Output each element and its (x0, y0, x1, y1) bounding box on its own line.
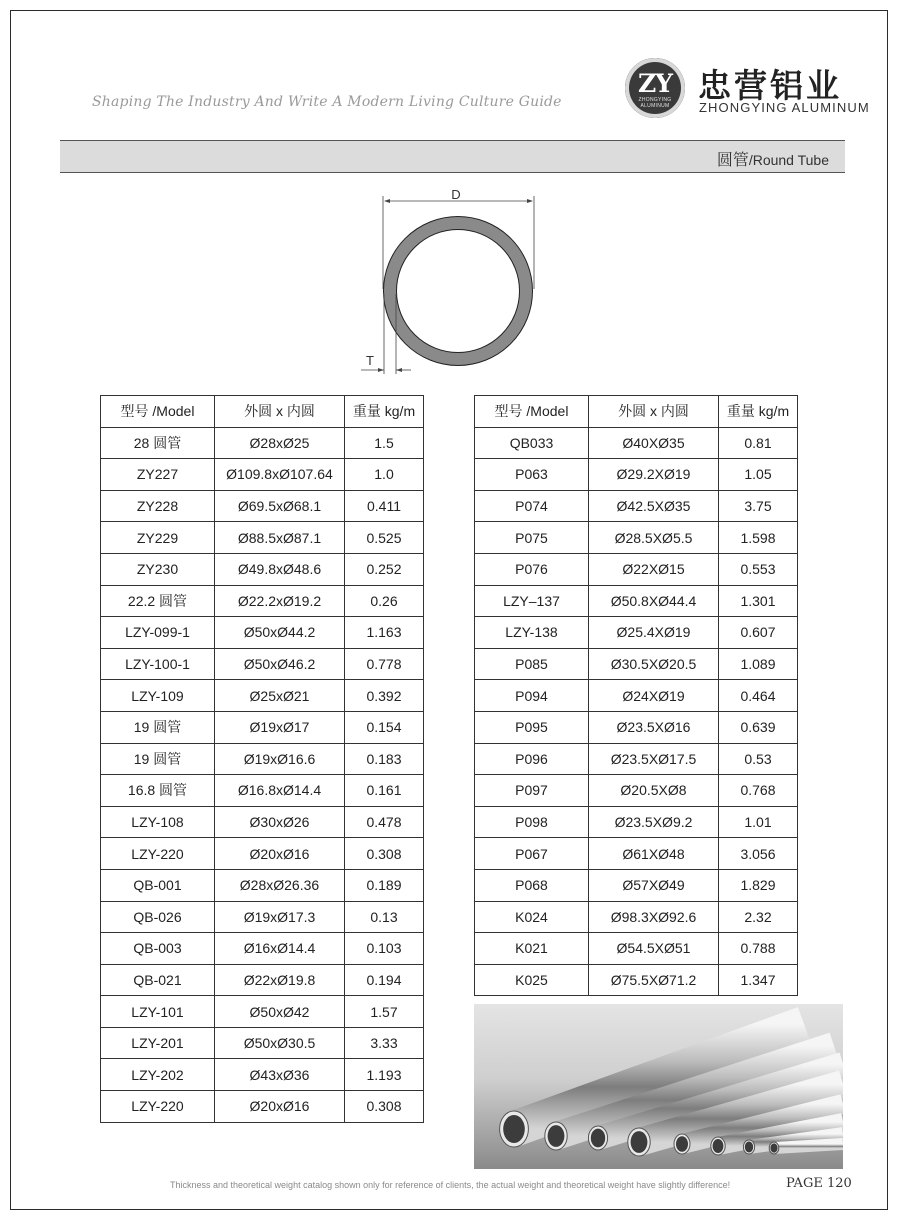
cell-weight: 0.183 (345, 743, 424, 775)
cell-model: ZY230 (101, 553, 215, 585)
cell-dimensions: Ø57XØ49 (589, 869, 719, 901)
table-row (475, 490, 798, 522)
zy-logo (625, 58, 685, 118)
cell-weight: 1.347 (719, 964, 798, 996)
cell-weight: 1.57 (345, 996, 424, 1028)
tube-body (774, 1144, 843, 1148)
cell-weight: 0.81 (719, 427, 798, 459)
cell-model: QB-021 (101, 964, 215, 996)
table-row (101, 427, 424, 459)
cell-weight: 3.056 (719, 838, 798, 870)
tube-inner-edge (397, 230, 520, 353)
table-row (101, 1059, 424, 1091)
table-row (475, 585, 798, 617)
table-row (101, 806, 424, 838)
table-row (475, 711, 798, 743)
cell-dimensions: Ø43xØ36 (215, 1059, 345, 1091)
cell-model: K021 (475, 933, 589, 965)
cell-model: K024 (475, 901, 589, 933)
table-header-row (101, 396, 424, 428)
cell-weight: 0.464 (719, 680, 798, 712)
table-row (475, 427, 798, 459)
logo-subtext: ZHONGYING ALUMINUM (638, 97, 672, 109)
cell-model: K025 (475, 964, 589, 996)
cell-dimensions: Ø20xØ16 (215, 838, 345, 870)
cell-model: QB-003 (101, 933, 215, 965)
brand-name-en: ZHONGYING ALUMINUM (699, 100, 870, 115)
table-header-row (475, 396, 798, 428)
tube-bore (713, 1139, 724, 1153)
cell-model: P097 (475, 775, 589, 807)
table-row (101, 553, 424, 585)
cell-weight: 0.154 (345, 711, 424, 743)
tube-bore (745, 1142, 753, 1153)
cell-model: QB-001 (101, 869, 215, 901)
cell-dimensions: Ø29.2XØ19 (589, 459, 719, 491)
cell-model: P074 (475, 490, 589, 522)
section-title-cn: 圆管 (716, 152, 749, 169)
tube-bore (631, 1131, 648, 1153)
cell-dimensions: Ø22.2xØ19.2 (215, 585, 345, 617)
cell-dimensions: Ø28xØ25 (215, 427, 345, 459)
cell-model: LZY-220 (101, 1091, 215, 1123)
tube-bore (548, 1125, 565, 1147)
cell-dimensions: Ø16xØ14.4 (215, 933, 345, 965)
cell-dimensions: Ø23.5XØ9.2 (589, 806, 719, 838)
header-model: 型号 /Model (101, 396, 215, 428)
cell-dimensions: Ø49.8xØ48.6 (215, 553, 345, 585)
cell-dimensions: Ø20.5XØ8 (589, 775, 719, 807)
cell-dimensions: Ø19xØ17.3 (215, 901, 345, 933)
cell-model: 19 圆管 (101, 743, 215, 775)
cell-weight: 1.01 (719, 806, 798, 838)
cell-dimensions: Ø28xØ26.36 (215, 869, 345, 901)
cell-model: ZY227 (101, 459, 215, 491)
cell-weight: 0.194 (345, 964, 424, 996)
header-weight: 重量 kg/m (345, 396, 424, 428)
table-row (101, 933, 424, 965)
cell-model: LZY–137 (475, 585, 589, 617)
cell-dimensions: Ø16.8xØ14.4 (215, 775, 345, 807)
cell-weight: 1.0 (345, 459, 424, 491)
cell-dimensions: Ø19xØ16.6 (215, 743, 345, 775)
table-row (475, 806, 798, 838)
cell-model: P063 (475, 459, 589, 491)
cell-weight: 0.308 (345, 1091, 424, 1123)
cell-dimensions: Ø50xØ44.2 (215, 617, 345, 649)
cell-weight: 0.525 (345, 522, 424, 554)
cell-dimensions: Ø20xØ16 (215, 1091, 345, 1123)
table-row (475, 522, 798, 554)
cell-dimensions: Ø22xØ19.8 (215, 964, 345, 996)
cell-model: 22.2 圆管 (101, 585, 215, 617)
aluminum-tubes-photo (474, 1004, 843, 1169)
label-t: T (366, 353, 374, 368)
cell-model: QB033 (475, 427, 589, 459)
cell-model: P095 (475, 711, 589, 743)
header-model: 型号 /Model (475, 396, 589, 428)
cell-dimensions: Ø25xØ21 (215, 680, 345, 712)
table-row (475, 964, 798, 996)
table-row (101, 1027, 424, 1059)
table-row (101, 585, 424, 617)
cell-model: LZY-220 (101, 838, 215, 870)
header-dimensions: 外圆 x 内圆 (589, 396, 719, 428)
logo-text: ZY (637, 69, 673, 98)
cell-model: P068 (475, 869, 589, 901)
cell-model: LZY-101 (101, 996, 215, 1028)
cell-weight: 0.13 (345, 901, 424, 933)
cell-model: P098 (475, 806, 589, 838)
footer-note: Thickness and theoretical weight catalog shown only for reference of clients, the actual weight and theoretical weight have slightly difference! (170, 1180, 731, 1190)
section-title-en: /Round Tube (748, 152, 829, 168)
table-row (101, 964, 424, 996)
table-row (101, 522, 424, 554)
cell-weight: 0.308 (345, 838, 424, 870)
cell-dimensions: Ø24XØ19 (589, 680, 719, 712)
table-row (101, 711, 424, 743)
table-row (475, 838, 798, 870)
cell-dimensions: Ø23.5XØ16 (589, 711, 719, 743)
cell-model: P094 (475, 680, 589, 712)
cell-weight: 0.639 (719, 711, 798, 743)
cell-dimensions: Ø23.5XØ17.5 (589, 743, 719, 775)
cell-dimensions: Ø98.3XØ92.6 (589, 901, 719, 933)
cell-weight: 0.768 (719, 775, 798, 807)
header-weight: 重量 kg/m (719, 396, 798, 428)
spec-table-right (474, 395, 798, 996)
table-row (101, 775, 424, 807)
cell-model: ZY228 (101, 490, 215, 522)
thickness-arrow-right (396, 368, 402, 372)
cell-model: LZY-202 (101, 1059, 215, 1091)
cell-dimensions: Ø88.5xØ87.1 (215, 522, 345, 554)
tube-wall (390, 223, 526, 359)
table-row (475, 553, 798, 585)
cell-model: P067 (475, 838, 589, 870)
cell-model: LZY-100-1 (101, 648, 215, 680)
spec-table-left (100, 395, 424, 1123)
tube-bore (770, 1143, 777, 1152)
table-row (101, 459, 424, 491)
tube-bore (503, 1115, 525, 1143)
table-row (475, 680, 798, 712)
table-row (475, 775, 798, 807)
cell-weight: 0.53 (719, 743, 798, 775)
cell-weight: 1.598 (719, 522, 798, 554)
table-row (101, 743, 424, 775)
cell-model: LZY-138 (475, 617, 589, 649)
cell-dimensions: Ø69.5xØ68.1 (215, 490, 345, 522)
page-number: PAGE 120 (786, 1176, 852, 1191)
cell-weight: 2.32 (719, 901, 798, 933)
cell-dimensions: Ø22XØ15 (589, 553, 719, 585)
cell-weight: 0.392 (345, 680, 424, 712)
table-row (475, 459, 798, 491)
cell-dimensions: Ø30.5XØ20.5 (589, 648, 719, 680)
cell-dimensions: Ø50.8XØ44.4 (589, 585, 719, 617)
cell-weight: 0.252 (345, 553, 424, 585)
label-d: D (451, 187, 461, 202)
cell-weight: 1.301 (719, 585, 798, 617)
cell-dimensions: Ø40XØ35 (589, 427, 719, 459)
cell-dimensions: Ø28.5XØ5.5 (589, 522, 719, 554)
cell-weight: 3.75 (719, 490, 798, 522)
table-row (101, 680, 424, 712)
cell-model: 28 圆管 (101, 427, 215, 459)
cell-weight: 1.193 (345, 1059, 424, 1091)
arrow-left (384, 199, 390, 203)
cell-model: LZY-109 (101, 680, 215, 712)
table-row (475, 933, 798, 965)
cell-weight: 0.411 (345, 490, 424, 522)
cell-dimensions: Ø61XØ48 (589, 838, 719, 870)
cell-dimensions: Ø50xØ46.2 (215, 648, 345, 680)
cell-model: LZY-099-1 (101, 617, 215, 649)
header-dimensions: 外圆 x 内圆 (215, 396, 345, 428)
arrow-right (527, 199, 533, 203)
cell-weight: 0.161 (345, 775, 424, 807)
table-row (101, 996, 424, 1028)
tube-bore (676, 1136, 688, 1152)
thickness-arrow-left (378, 368, 384, 372)
cell-model: P076 (475, 553, 589, 585)
cell-model: 19 圆管 (101, 711, 215, 743)
table-row (475, 869, 798, 901)
cell-weight: 1.089 (719, 648, 798, 680)
table-row (475, 648, 798, 680)
cell-dimensions: Ø109.8xØ107.64 (215, 459, 345, 491)
cell-weight: 0.553 (719, 553, 798, 585)
cell-weight: 0.788 (719, 933, 798, 965)
round-tube-diagram (356, 184, 546, 374)
table-row (101, 490, 424, 522)
brand-name-cn: 忠营铝业 (698, 66, 842, 105)
cell-weight: 0.26 (345, 585, 424, 617)
tubes-illustration (474, 1004, 843, 1169)
cell-model: LZY-201 (101, 1027, 215, 1059)
table-row (101, 648, 424, 680)
section-title-bar (60, 141, 845, 173)
cell-weight: 1.829 (719, 869, 798, 901)
cell-weight: 0.103 (345, 933, 424, 965)
table-row (475, 743, 798, 775)
table-row (101, 1091, 424, 1123)
cell-weight: 1.05 (719, 459, 798, 491)
tagline: Shaping The Industry And Write A Modern Living Culture Guide (92, 94, 562, 110)
cell-dimensions: Ø42.5XØ35 (589, 490, 719, 522)
cell-weight: 0.607 (719, 617, 798, 649)
table-row (101, 869, 424, 901)
table-row (475, 617, 798, 649)
cell-weight: 1.163 (345, 617, 424, 649)
cell-weight: 0.189 (345, 869, 424, 901)
cell-dimensions: Ø54.5XØ51 (589, 933, 719, 965)
cell-model: P075 (475, 522, 589, 554)
cell-dimensions: Ø75.5XØ71.2 (589, 964, 719, 996)
table-row (101, 838, 424, 870)
cell-weight: 0.778 (345, 648, 424, 680)
table-row (101, 617, 424, 649)
cell-dimensions: Ø30xØ26 (215, 806, 345, 838)
cell-weight: 3.33 (345, 1027, 424, 1059)
cell-weight: 0.478 (345, 806, 424, 838)
cell-weight: 1.5 (345, 427, 424, 459)
cell-model: P096 (475, 743, 589, 775)
tube-bore (591, 1129, 605, 1148)
cell-dimensions: Ø50xØ42 (215, 996, 345, 1028)
cell-dimensions: Ø19xØ17 (215, 711, 345, 743)
cell-model: 16.8 圆管 (101, 775, 215, 807)
cell-dimensions: Ø25.4XØ19 (589, 617, 719, 649)
table-row (475, 901, 798, 933)
cell-dimensions: Ø50xØ30.5 (215, 1027, 345, 1059)
table-row (101, 901, 424, 933)
section-title (717, 147, 829, 170)
cell-model: ZY229 (101, 522, 215, 554)
cell-model: P085 (475, 648, 589, 680)
cell-model: LZY-108 (101, 806, 215, 838)
cell-model: QB-026 (101, 901, 215, 933)
